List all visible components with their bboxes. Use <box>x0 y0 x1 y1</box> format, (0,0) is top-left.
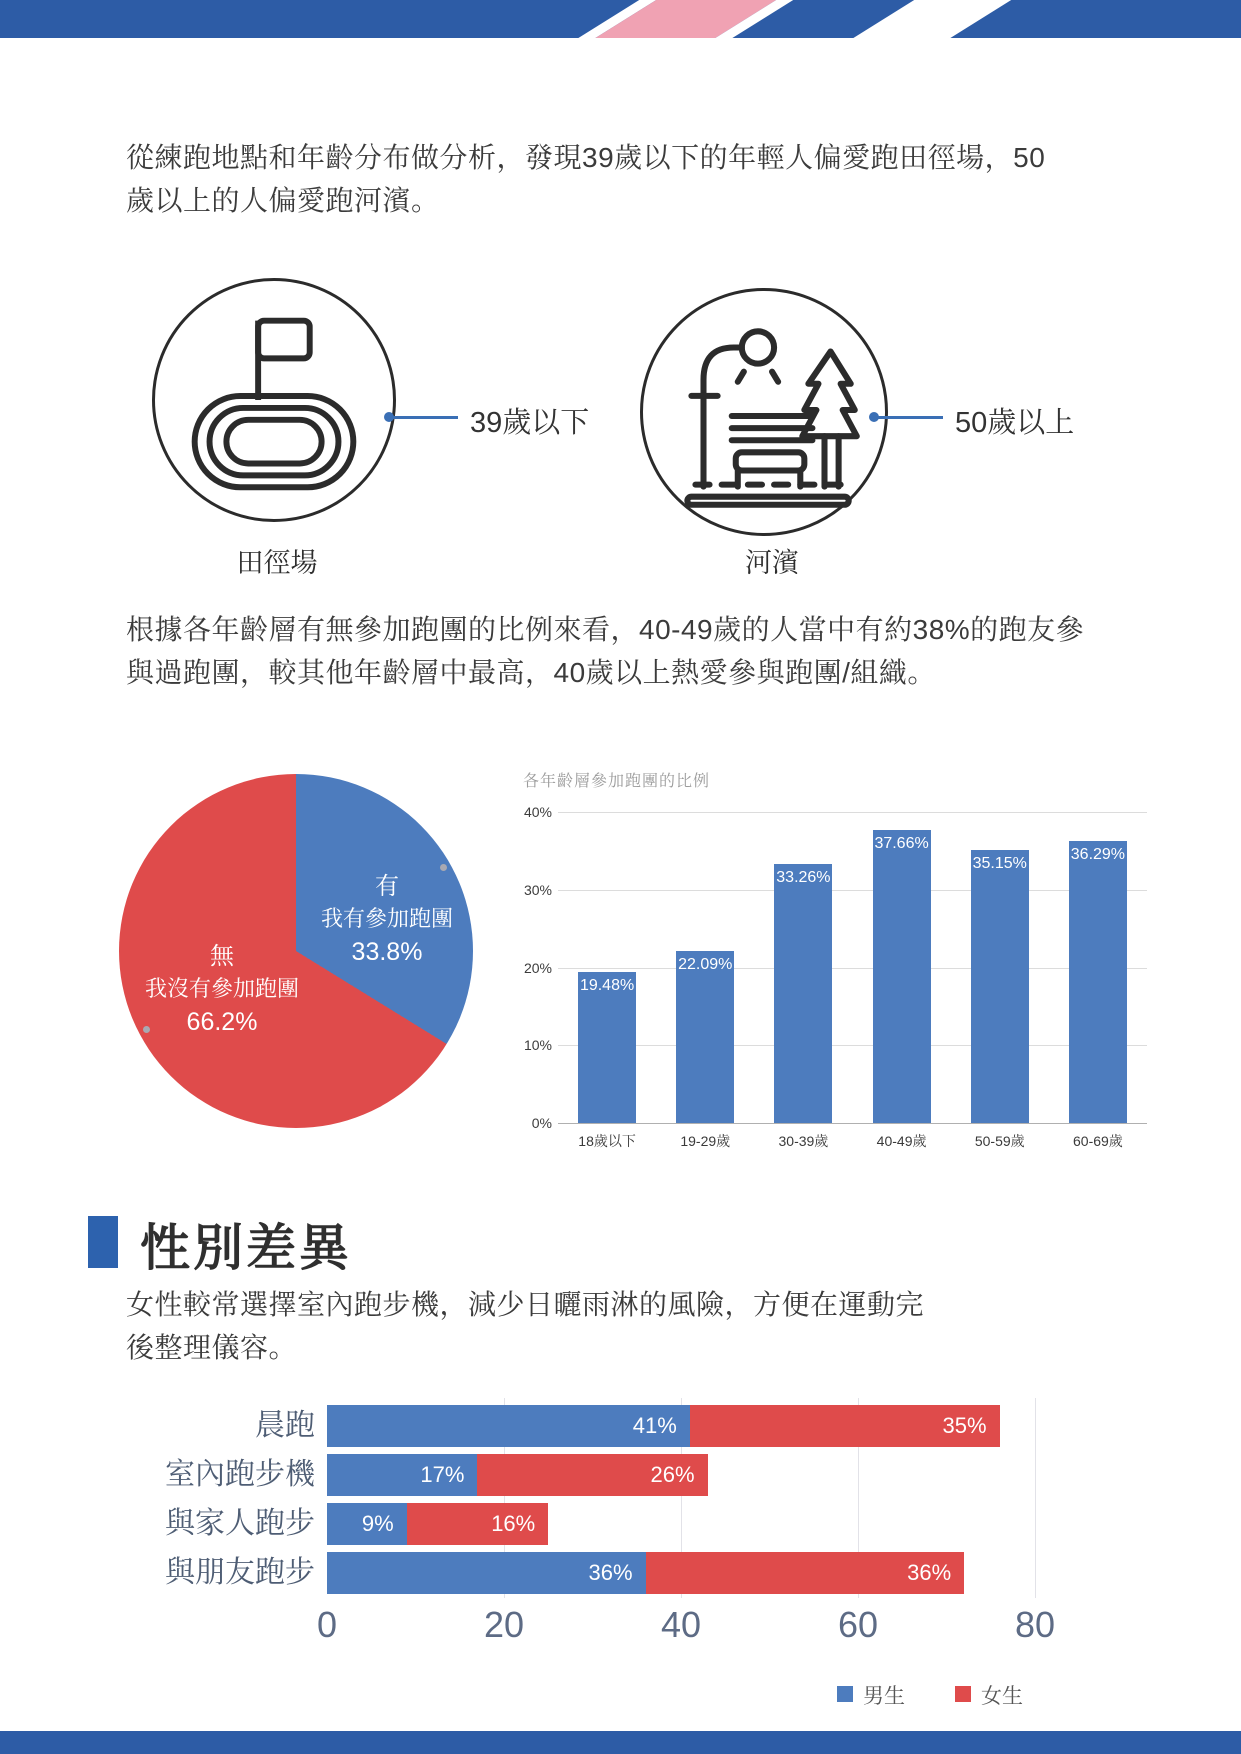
pie-leader-dot <box>143 1026 150 1033</box>
bar-value-label: 19.48% <box>579 976 635 994</box>
section-title: 性別差異 <box>140 1220 352 1276</box>
bar-value-label: 37.66% <box>874 835 929 853</box>
gridline <box>558 968 1147 969</box>
bottom-decorative-band <box>0 1731 1241 1754</box>
y-axis-tick-label: 40% <box>523 804 552 820</box>
pie-slice-label-no <box>107 940 337 1039</box>
y-axis-tick-label: 0% <box>531 1115 552 1131</box>
bar-segment-女生: 26% <box>477 1454 707 1496</box>
x-axis-tick-label: 60 <box>837 1604 879 1645</box>
track-field-icon <box>152 278 396 522</box>
bar-value-label: 35.15% <box>972 854 1027 872</box>
x-axis-tick-label: 18歲以下 <box>578 1133 636 1149</box>
gridline <box>558 1123 1147 1124</box>
bar-chart-plot-area <box>523 804 1147 1149</box>
top-decorative-band <box>0 0 1241 38</box>
bar-segment-男生: 41% <box>327 1405 690 1447</box>
bar-segment-男生: 9% <box>327 1503 407 1545</box>
callout-line <box>875 416 943 419</box>
band-white-stripe <box>841 0 1024 38</box>
bar-segment-女生: 35% <box>690 1405 1000 1447</box>
bar <box>578 972 636 1123</box>
club-by-age-bar-chart <box>520 768 1200 1168</box>
bar-value-label: 36.29% <box>1070 845 1126 863</box>
legend-female-swatch <box>955 1686 971 1702</box>
pie-yes-percent: 33.8% <box>351 938 423 966</box>
legend-male-swatch <box>837 1686 853 1702</box>
pie-no-sublabel: 我沒有參加跑團 <box>144 976 299 1001</box>
bar <box>1069 841 1127 1123</box>
x-axis-tick-label: 60-69歲 <box>1073 1133 1123 1149</box>
bar-value-label: 22.09% <box>678 956 733 974</box>
x-axis-tick-label: 20 <box>483 1604 525 1645</box>
category-label: 與家人跑步 <box>165 1507 315 1540</box>
bar <box>774 864 832 1123</box>
callout-line <box>390 416 458 419</box>
paragraph-location-age: 從練跑地點和年齡分布做分析，發現39歲以下的年輕人偏愛跑田徑場，50歲以上的人偏愛跑河濱。 <box>126 142 1046 216</box>
bar-segment-女生: 36% <box>646 1552 965 1594</box>
bar <box>971 850 1029 1123</box>
gridline <box>558 812 1147 813</box>
legend-female-label: 女生 <box>981 1685 1023 1708</box>
bar-value-label: 33.26% <box>776 869 831 887</box>
gridline <box>1035 1398 1036 1598</box>
section-marker <box>88 1216 118 1268</box>
gridline <box>558 1045 1147 1046</box>
y-axis-tick-label: 20% <box>523 959 552 976</box>
x-axis-tick-label: 50-59歲 <box>974 1133 1025 1149</box>
bar <box>676 951 734 1123</box>
x-axis-tick-label: 40-49歲 <box>876 1133 927 1149</box>
paragraph-club-participation: 根據各年齡層有無參加跑團的比例來看，40-49歲的人當中有約38%的跑友參與過跑團，較其他年齡層中最高，40歲以上熱愛參與跑團/組織。 <box>126 614 1085 688</box>
x-axis-tick-label: 30-39歲 <box>778 1133 829 1149</box>
bar-segment-男生: 36% <box>327 1552 646 1594</box>
gridline <box>558 890 1147 891</box>
bar <box>873 830 931 1123</box>
category-label: 與朋友跑步 <box>165 1556 315 1589</box>
pie-no-label: 無 <box>210 943 234 970</box>
gender-habits-bar-chart <box>0 1392 1241 1742</box>
riverside-caption: 河濱 <box>745 548 799 578</box>
pie-yes-sublabel: 我有參加跑團 <box>320 906 453 931</box>
club-participation-pie-chart <box>119 774 473 1128</box>
legend-male-label: 男生 <box>863 1685 905 1708</box>
category-label: 室內跑步機 <box>165 1458 315 1491</box>
bar-segment-男生: 17% <box>327 1454 477 1496</box>
track-field-caption: 田徑場 <box>236 548 318 578</box>
pie-yes-label: 有 <box>375 873 399 900</box>
bar-chart-title: 各年齡層參加跑團的比例 <box>523 773 711 790</box>
y-axis-tick-label: 10% <box>523 1037 552 1054</box>
pie-leader-dot <box>440 864 447 871</box>
pie-no-percent: 66.2% <box>186 1008 258 1036</box>
callout-under-39: 39歲以下 <box>470 407 590 439</box>
x-axis-tick-label: 80 <box>1014 1604 1056 1645</box>
category-label: 晨跑 <box>255 1409 315 1442</box>
y-axis-tick-label: 30% <box>523 881 552 898</box>
paragraph-gender: 女性較常選擇室內跑步機，減少日曬雨淋的風險，方便在運動完後整理儀容。 <box>126 1289 925 1363</box>
riverside-icon <box>640 288 888 536</box>
x-axis-tick-label: 19-29歲 <box>680 1133 731 1149</box>
bar-segment-女生: 16% <box>407 1503 549 1545</box>
x-axis-tick-label: 0 <box>316 1604 338 1645</box>
x-axis-tick-label: 40 <box>660 1604 702 1645</box>
callout-over-50: 50歲以上 <box>955 407 1075 439</box>
